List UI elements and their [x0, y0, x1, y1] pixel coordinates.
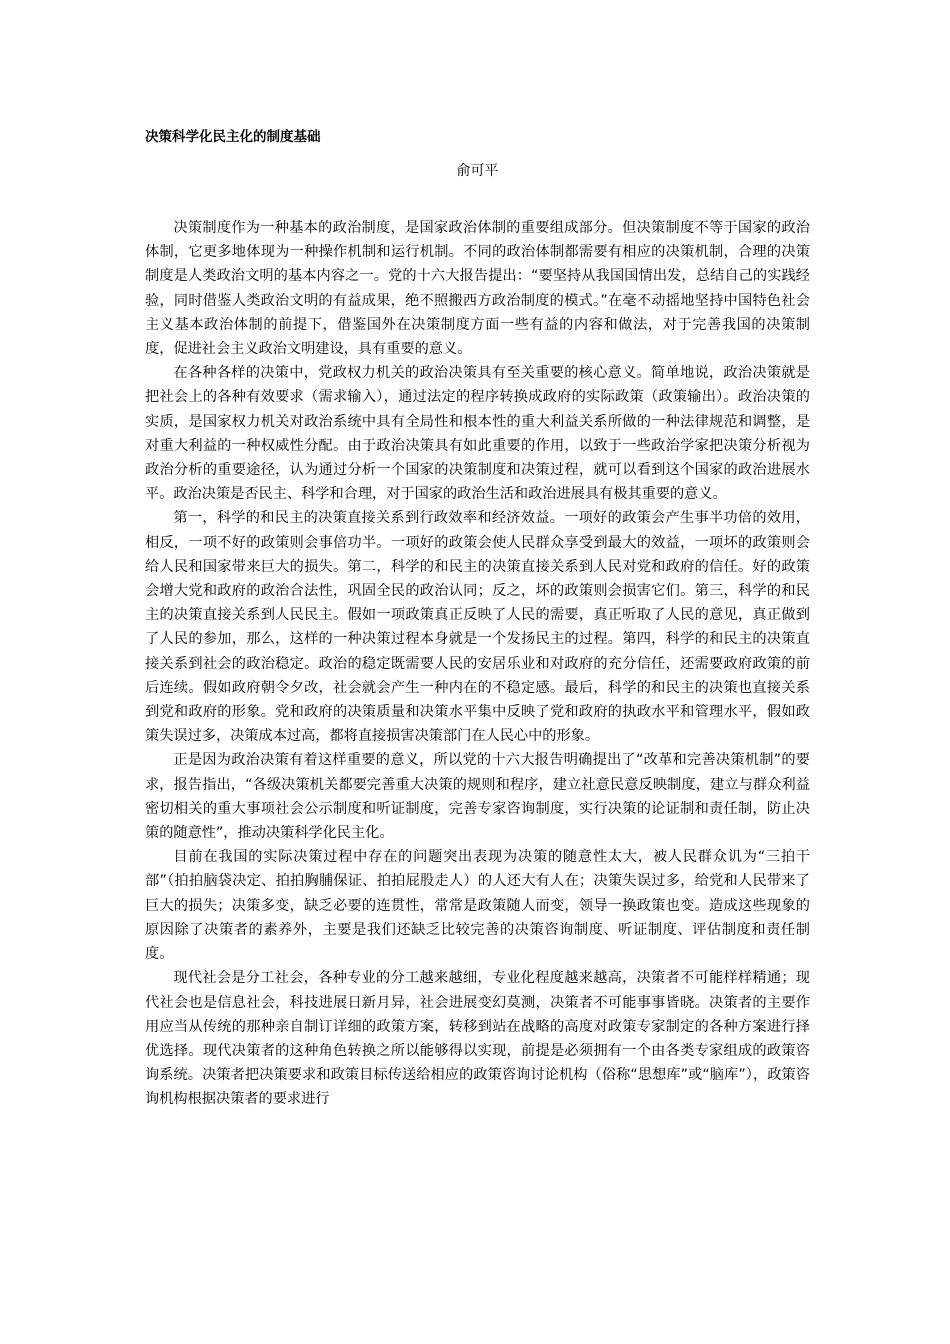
document-title: 决策科学化民主化的制度基础 — [145, 129, 321, 145]
paragraph: 现代社会是分工社会，各种专业的分工越来越细，专业化程度越来越高，决策者不可能样样精通；现代社会也是信息社会，科技进展日新月异，社会进展变幻莫测，决策者不可能事事皆晓。决策者的主要作用应当从传统的那种亲自制订详细的政策方案，转移到站在战略的高度对政策专家制定的各种方案进行择优选择。现代决策者的这种角色转换之所以能够得以实现，前提是必须拥有一个由各类专家组成的政策咨询系统。决策者把决策要求和政策目标传送给相应的政策咨询讨论机构（俗称“思想库”或“脑库”），政策咨询机构根据决策者的要求进行 — [145, 970, 810, 1108]
paragraph: 目前在我国的实际决策过程中存在的问题突出表现为决策的随意性太大，被人民群众讥为“三拍干部”（拍拍脑袋决定、拍拍胸脯保证、拍拍屁股走人）的人还大有人在；决策失误过多，给党和人民带来了巨大的损失；决策多变，缺乏必要的连贯性，常常是政策随人而变，领导一换政策也变。造成这些现象的原因除了决策者的素养外，主要是我们还缺乏比较完善的决策咨询制度、听证制度、评估制度和责任制度。 — [145, 849, 810, 963]
paragraph: 决策制度作为一种基本的政治制度，是国家政治体制的重要组成部分。但决策制度不等于国家的政治体制，它更多地体现为一种操作机制和运行机制。不同的政治体制都需要有相应的决策机制，合理的决策制度是人类政治文明的基本内容之一。党的十六大报告提出：“要坚持从我国国情出发，总结自己的实践经验，同时借鉴人类政治文明的有益成果，绝不照搬西方政治制度的模式。”在毫不动摇地坚持中国特色社会主义基本政治体制的前提下，借鉴国外在决策制度方面一些有益的内容和做法，对于完善我国的决策制度，促进社会主义政治文明建设，具有重要的意义。 — [145, 220, 810, 358]
document-author: 俞可平 — [456, 163, 499, 179]
document-page — [145, 126, 810, 1112]
paragraph: 在各种各样的决策中，党政权力机关的政治决策具有至关重要的核心意义。简单地说，政治决策就是把社会上的各种有效要求（需求输入），通过法定的程序转换成政府的实际政策（政策输出）。政治决策的实质，是国家权力机关对政治系统中具有全局性和根本性的重大利益关系所做的一种法律规范和调整，是对重大利益的一种权威性分配。由于政治决策具有如此重要的作用，以致于一些政治学家把决策分析视为政治分析的重要途径，认为通过分析一个国家的决策制度和决策过程，就可以看到这个国家的政治进展水平。政治决策是否民主、科学和合理，对于国家的政治生活和政治进展具有极其重要的意义。 — [145, 365, 810, 503]
paragraph: 第一，科学的和民主的决策直接关系到行政效率和经济效益。一项好的政策会产生事半功倍的效用，相反，一项不好的政策则会事倍功半。一项好的政策会使人民群众享受到最大的效益，一项坏的政策则会给人民和国家带来巨大的损失。第二，科学的和民主的决策直接关系到人民对党和政府的信任。好的政策会增大党和政府的政治合法性，巩固全民的政治认同；反之，坏的政策则会损害它们。第三，科学的和民主的决策直接关系到人民民主。假如一项政策真正反映了人民的需要，真正听取了人民的意见，真正做到了人民的参加，那么，这样的一种决策过程本身就是一个发扬民主的过程。第四，科学的和民主的决策直接关系到社会的政治稳定。政治的稳定既需要人民的安居乐业和对政府的充分信任，还需要政府政策的前后连续。假如政府朝令夕改，社会就会产生一种内在的不稳定感。最后，科学的和民主的决策也直接关系到党和政府的形象。党和政府的决策质量和决策水平集中反映了党和政府的执政水平和管理水平，假如政策失误过多，决策成本过高，都将直接损害决策部门在人民心中的形象。 — [145, 510, 810, 745]
paragraph: 正是因为政治决策有着这样重要的意义，所以党的十六大报告明确提出了“改革和完善决策机制”的要求，报告指出，“各级决策机关都要完善重大决策的规则和程序，建立社意民意反映制度，建立与群众利益密切相关的重大事项社会公示制度和听证制度，完善专家咨询制度，实行决策的论证制和责任制，防止决策的随意性”，推动决策科学化民主化。 — [145, 752, 810, 842]
document-body — [145, 216, 810, 1112]
